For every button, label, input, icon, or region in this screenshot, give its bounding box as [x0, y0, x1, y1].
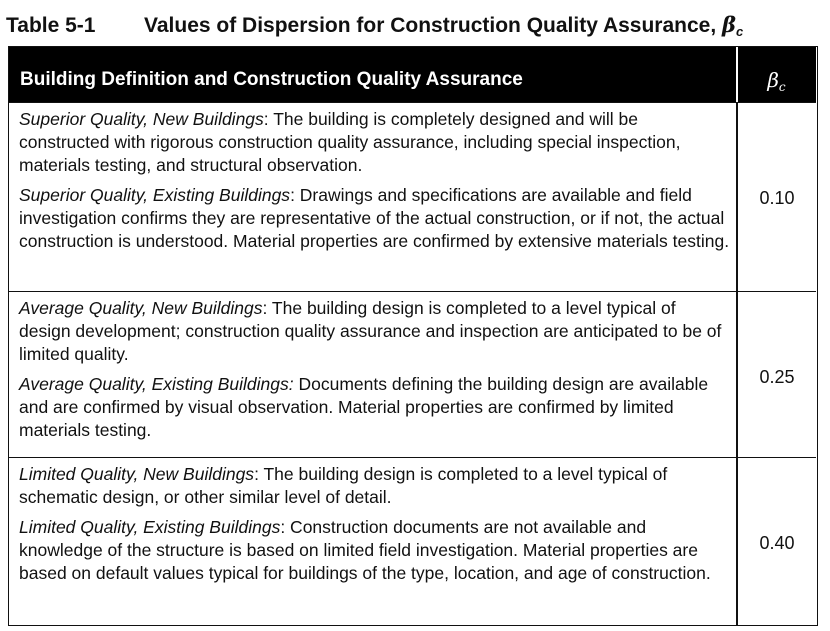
dispersion-table: [8, 46, 818, 626]
quality-label: Superior Quality, Existing Buildings: [19, 185, 291, 205]
row-description: [19, 297, 731, 449]
beta-symbol: β: [722, 12, 736, 37]
table-caption: [6, 10, 743, 44]
quality-label: Average Quality, New Buildings: [19, 298, 263, 318]
entry-limited-existing: [19, 516, 731, 585]
quality-label: Limited Quality, New Buildings: [19, 464, 255, 484]
header-beta-subscript: c: [778, 80, 786, 94]
entry-superior-new: [19, 108, 731, 177]
beta-subscript: c: [735, 24, 744, 39]
quality-label: Limited Quality, Existing Buildings: [19, 517, 281, 537]
table-row-superior: [9, 102, 816, 291]
quality-label: Superior Quality, New Buildings: [19, 109, 264, 129]
beta-value: 0.10: [759, 188, 795, 208]
entry-average-existing: [19, 373, 731, 442]
quality-text: : Construction documents are not available and knowledge of the structure is based on limited field investigation. Material properties are based on default values typical for buildings of the type, location, and age of construction.: [19, 517, 711, 583]
header-beta-symbol: β: [767, 68, 779, 92]
row-description: [19, 463, 731, 592]
quality-text: : The building design is completed to a level typical of schematic design, or other similar level of detail.: [19, 464, 668, 507]
beta-value: 0.25: [759, 367, 795, 387]
beta-value: 0.40: [759, 533, 795, 553]
quality-text: : The building is completely designed and will be constructed with rigorous construction quality assurance, including special inspection, materials testing, and structural observation.: [19, 109, 681, 175]
entry-limited-new: [19, 463, 731, 509]
quality-label: Average Quality, Existing Buildings:: [19, 374, 294, 394]
table-header: [9, 47, 816, 102]
quality-text: : The building design is completed to a level typical of design development; construction quality assurance and inspection are anticipated to be of limited quality.: [19, 298, 722, 364]
table-row-average: [9, 291, 816, 457]
table-title: Values of Dispersion for Construction Quality Assurance,: [144, 14, 717, 37]
table-number: Table 5-1: [6, 14, 96, 37]
header-beta: [737, 69, 816, 98]
entry-superior-existing: [19, 184, 731, 253]
quality-text: : Drawings and specifications are available and field investigation confirms they are representative of the actual construction, or if not, the actual construction is understood. Material properties are confirmed by extensive materials testing.: [19, 185, 730, 251]
table-row-limited: [9, 457, 816, 625]
quality-text: Documents defining the building design are available and are confirmed by visual observation. Material properties are confirmed by limited materials testing.: [19, 374, 709, 440]
row-description: [19, 108, 731, 260]
header-definition: Building Definition and Construction Quality Assurance: [20, 69, 523, 90]
entry-average-new: [19, 297, 731, 366]
